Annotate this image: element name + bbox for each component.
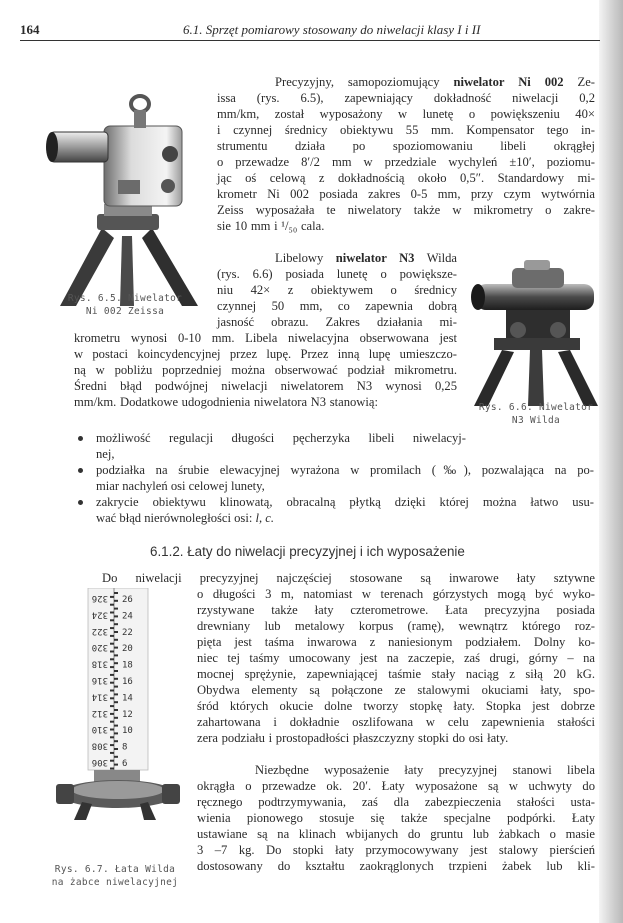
text-line: podziałka na śrubie elewacyjnej wyrażona w promilach (‰), pozwalająca na po- [96,463,594,478]
staff-tick [114,654,118,656]
text-line: okrągła o przewadze ok. 20′. Łaty wyposażone są w uchwyty do [197,779,595,794]
figure-staff-caption [30,863,200,889]
paragraph-equipment [197,762,595,874]
base-handle-right [162,784,180,804]
staff-tick [114,686,118,688]
paragraph-n3-narrow [217,250,457,330]
text-line: i czynnej średnicy obiektywu 55 mm. Kompensator tego in- [217,123,595,138]
text-line: rzystywane także łaty czterometrowe. Łata precyzyjna posiada [197,603,595,618]
base-handle-left [56,784,74,804]
staff-tick [110,752,114,754]
staff-tick [114,725,118,727]
staff-label-right: 8 [122,742,128,753]
staff-tick [114,623,118,625]
text-line: Obydwa elementy są połączone ze stalowymi okuciami łaty, spo- [197,683,595,698]
staff-label-left: 326 [91,593,108,603]
figure-ni002-caption [30,292,220,318]
text-line: jasność obrazu. Zakres działania mi- [217,315,457,330]
staff-label-right: 24 [122,611,133,622]
staff-tick [114,662,118,664]
text-line: 3 –7 kg. Do stopki łaty przymocowywany jest stalowy pierścień [197,843,595,858]
staff-tick [114,764,118,766]
figure-staff-photo [52,588,192,850]
staff-tick [114,678,118,680]
staff-tick [110,651,114,653]
staff-label-left: 310 [91,724,108,735]
caption-line: Ni 002 Zeissa [85,306,165,317]
text-line: wać błąd nierównoległości osi: [96,511,256,526]
text-segment: Wilda [414,251,457,265]
staff-label-left: 322 [91,625,108,636]
staff-tick [114,592,118,594]
staff-tick [114,631,118,633]
text-line: miar nachyleń osi celowej lunety, [96,479,265,494]
staff-tick [110,643,114,645]
text-line: niu 42× z obiektywem o średnicy [217,283,457,298]
staff-label-left: 314 [91,691,108,702]
staff-tick [114,701,118,703]
paragraph-staffs-intro [74,570,595,586]
staff-tick [114,756,118,758]
figure-n3-photo [466,256,604,406]
text-line: możliwość regulacji długości pęcherzyka libeli niwelacyj- [96,431,466,445]
staff-label-right: 18 [122,660,133,671]
figure-n3-caption [466,401,606,427]
staff-label-left: 320 [91,642,108,653]
italic-axes: l, c. [255,511,275,526]
staff-tick [110,744,114,746]
figure-ni002-photo [42,88,212,306]
staff-tick [110,596,114,598]
text-line: krometru wynosi 0-10 mm. Libela niwelacyjna obserwowana jest [74,331,457,345]
staff-tick [114,615,118,617]
staff-label-right: 20 [122,644,133,655]
staff-tick [110,721,114,723]
text-line: zakrycie obiektywu klinowatą, obracalną płytką dzięki której można łatwo usu- [96,495,594,510]
text-line: Średni błąd podwójnej niwelacji niwelatorem N3 wynosi 0,25 [74,379,457,394]
text-line: mocnej sprężynie, zapewniającej taśmie stały naciąg z siłą 20 kG. [197,667,595,682]
staff-tick [114,732,118,734]
staff-tick [110,682,114,684]
text-line: wienia pionowego stosuje się także specjalne podpórki. Łaty [197,811,595,826]
text-line: drewniany lub metalowy korpus (ramę), wewnątrz którego roz- [197,619,595,634]
staff-tick [110,658,114,660]
text-line: sie 10 mm i ¹/₅₀ cala. [217,219,325,234]
text-segment: Ze- [563,75,595,89]
staff-tick [110,604,114,606]
staff-tick [114,600,118,602]
staff-label-right: 10 [122,726,133,737]
staff-label-right: 22 [122,627,133,638]
base-spike [74,802,92,820]
caption-line: Rys. 6.7. Łata Wilda [54,864,176,875]
text-line: ręcznego podtrzymywania, zaś dla zabezpieczenia stałości usta- [197,795,595,810]
staff-label-left: 316 [91,675,108,685]
page-header [20,20,600,41]
staff-tick [110,627,114,629]
staff-label-left: 318 [91,658,108,669]
text-line: mm/km. Dodatkowe udogodnienia niwelatora N3 stanowią: [74,395,378,410]
caption-line: N3 Wilda [511,415,561,426]
list-item [74,430,466,462]
caption-line: na żabce niwelacyjnej [51,877,179,888]
list-item [74,494,594,526]
staff-tick [110,612,114,614]
staff-tick [110,666,114,668]
staff-tick [114,748,118,750]
text-line: nej, [96,447,115,462]
staff-label-left: 308 [91,740,108,751]
staff-tick [110,760,114,762]
text-line: issa (rys. 6.5), zapewniający dokładność niwelacji 0,2 [217,91,595,106]
staff-label-left: 306 [91,757,108,767]
page-number: 164 [20,22,40,37]
paragraph-ni002 [217,74,595,234]
staff-tick [110,705,114,707]
text-line [217,250,457,266]
staff-tick [110,690,114,692]
caption-line: Rys. 6.5. Niwelator [67,293,183,304]
text-line: (rys. 6.6) posiada lunetę o powiększe- [217,267,457,282]
text-line: ustawiane są na klinach wbijanych do gruntu lub żabkach o masie [197,827,595,842]
bold-term: niwelator Ni 002 [453,75,564,89]
text-line: zahartowana i dokładnie oszlifowana w celu zapewnienia stałości [197,715,595,730]
section-heading: 6.1.2. Łaty do niwelacji precyzyjnej i ich wyposażenie [150,544,465,559]
text-line: śród których okucie dolne tworzy stopkę łaty. Stopka jest dobrze [197,699,595,714]
text-line: o długości 3 m, natomiast w terenach górzystych mogą być wyko- [197,587,595,601]
text-line: Zeiss wyposażała te niwelatory także w mikrometry o zakre- [217,203,595,218]
staff-tick [114,670,118,672]
staff-tick [110,729,114,731]
text-line: Do niwelacji precyzyjnej najczęściej stosowane są inwarowe łaty sztywne [102,571,595,585]
bullet-dot [78,468,83,473]
text-segment: Precyzyjny, samopoziomujący [275,75,454,89]
paragraph-staffs [197,586,595,746]
staff-tick [114,693,118,695]
staff-tick [110,713,114,715]
staff-label-right: 16 [122,677,133,687]
staff-label-right: 12 [122,709,133,720]
text-segment: Libelowy [275,251,336,265]
staff-label-right: 6 [122,759,128,769]
staff-tick [114,740,118,742]
list-item [74,462,594,494]
bullet-dot [78,500,83,505]
staff-tick [110,736,114,738]
text-line: Niezbędne wyposażenie łaty precyzyjnej stanowi libela [255,763,595,777]
text-line: w postaci koincydencyjnej przez lupę. Przez inną lupę umieszczo- [74,347,457,362]
bold-term: niwelator N3 [335,251,415,265]
paragraph-n3-wide [74,330,457,410]
staff-tick [110,697,114,699]
text-line: o przewadze 8′/2 mm w przedziale wychyleń ±10′, poziomu- [217,155,595,170]
text-line: czynnej 50 mm, co zapewnia dobrą [217,299,457,314]
caption-line: Rys. 6.6. Niwelator [478,402,594,413]
text-line: mm/km, został wyposażony w lunetę o powiększeniu 40× [217,107,595,122]
staff-tick [110,768,114,770]
running-title: 6.1. Sprzęt pomiarowy stosowany do niwelacji klasy I i II [183,22,481,37]
text-line: dostosowany do kształtu zaokrąglonych trzpieni żabek lub kli- [197,859,595,874]
staff-tick [110,619,114,621]
staff-tick [114,717,118,719]
staff-label-left: 324 [91,609,108,620]
staff-tick [114,647,118,649]
staff-label-right: 26 [122,595,133,605]
text-line: strumentu działa po spoziomowaniu libeli okrągłej [217,139,595,154]
staff-tick [114,639,118,641]
text-line: pięta jest taśma inwarowa z naniesionym podziałem. Dolny ko- [197,635,595,650]
staff-label-right: 14 [122,693,133,704]
base-plate-top [72,781,164,799]
bullet-dot [78,436,83,441]
page-edge-shadow [599,0,623,923]
text-line: jąc oś celową z dokładnością około 0,5″. Standardowy mi- [217,171,595,186]
staff-tick [110,674,114,676]
staff-tick [114,709,118,711]
text-line: niec tej taśmy umocowany jest na zaczepie, zaś drugi, górny – na [197,651,595,666]
staff-tick [114,608,118,610]
staff-label-left: 312 [91,707,108,718]
staff-tick [110,635,114,637]
text-line: ną w pobliżu poprzedniej można obserwować podział mikrometru. [74,363,457,378]
text-line: zera podziału i prostopadłości płaszczyzny stopki do osi łaty. [197,731,509,746]
n3-features-list [74,430,594,526]
text-line: krometr Ni 002 posiada zakres 0-5 mm, przy czym wytwórnia [217,187,595,202]
text-line [217,74,595,90]
